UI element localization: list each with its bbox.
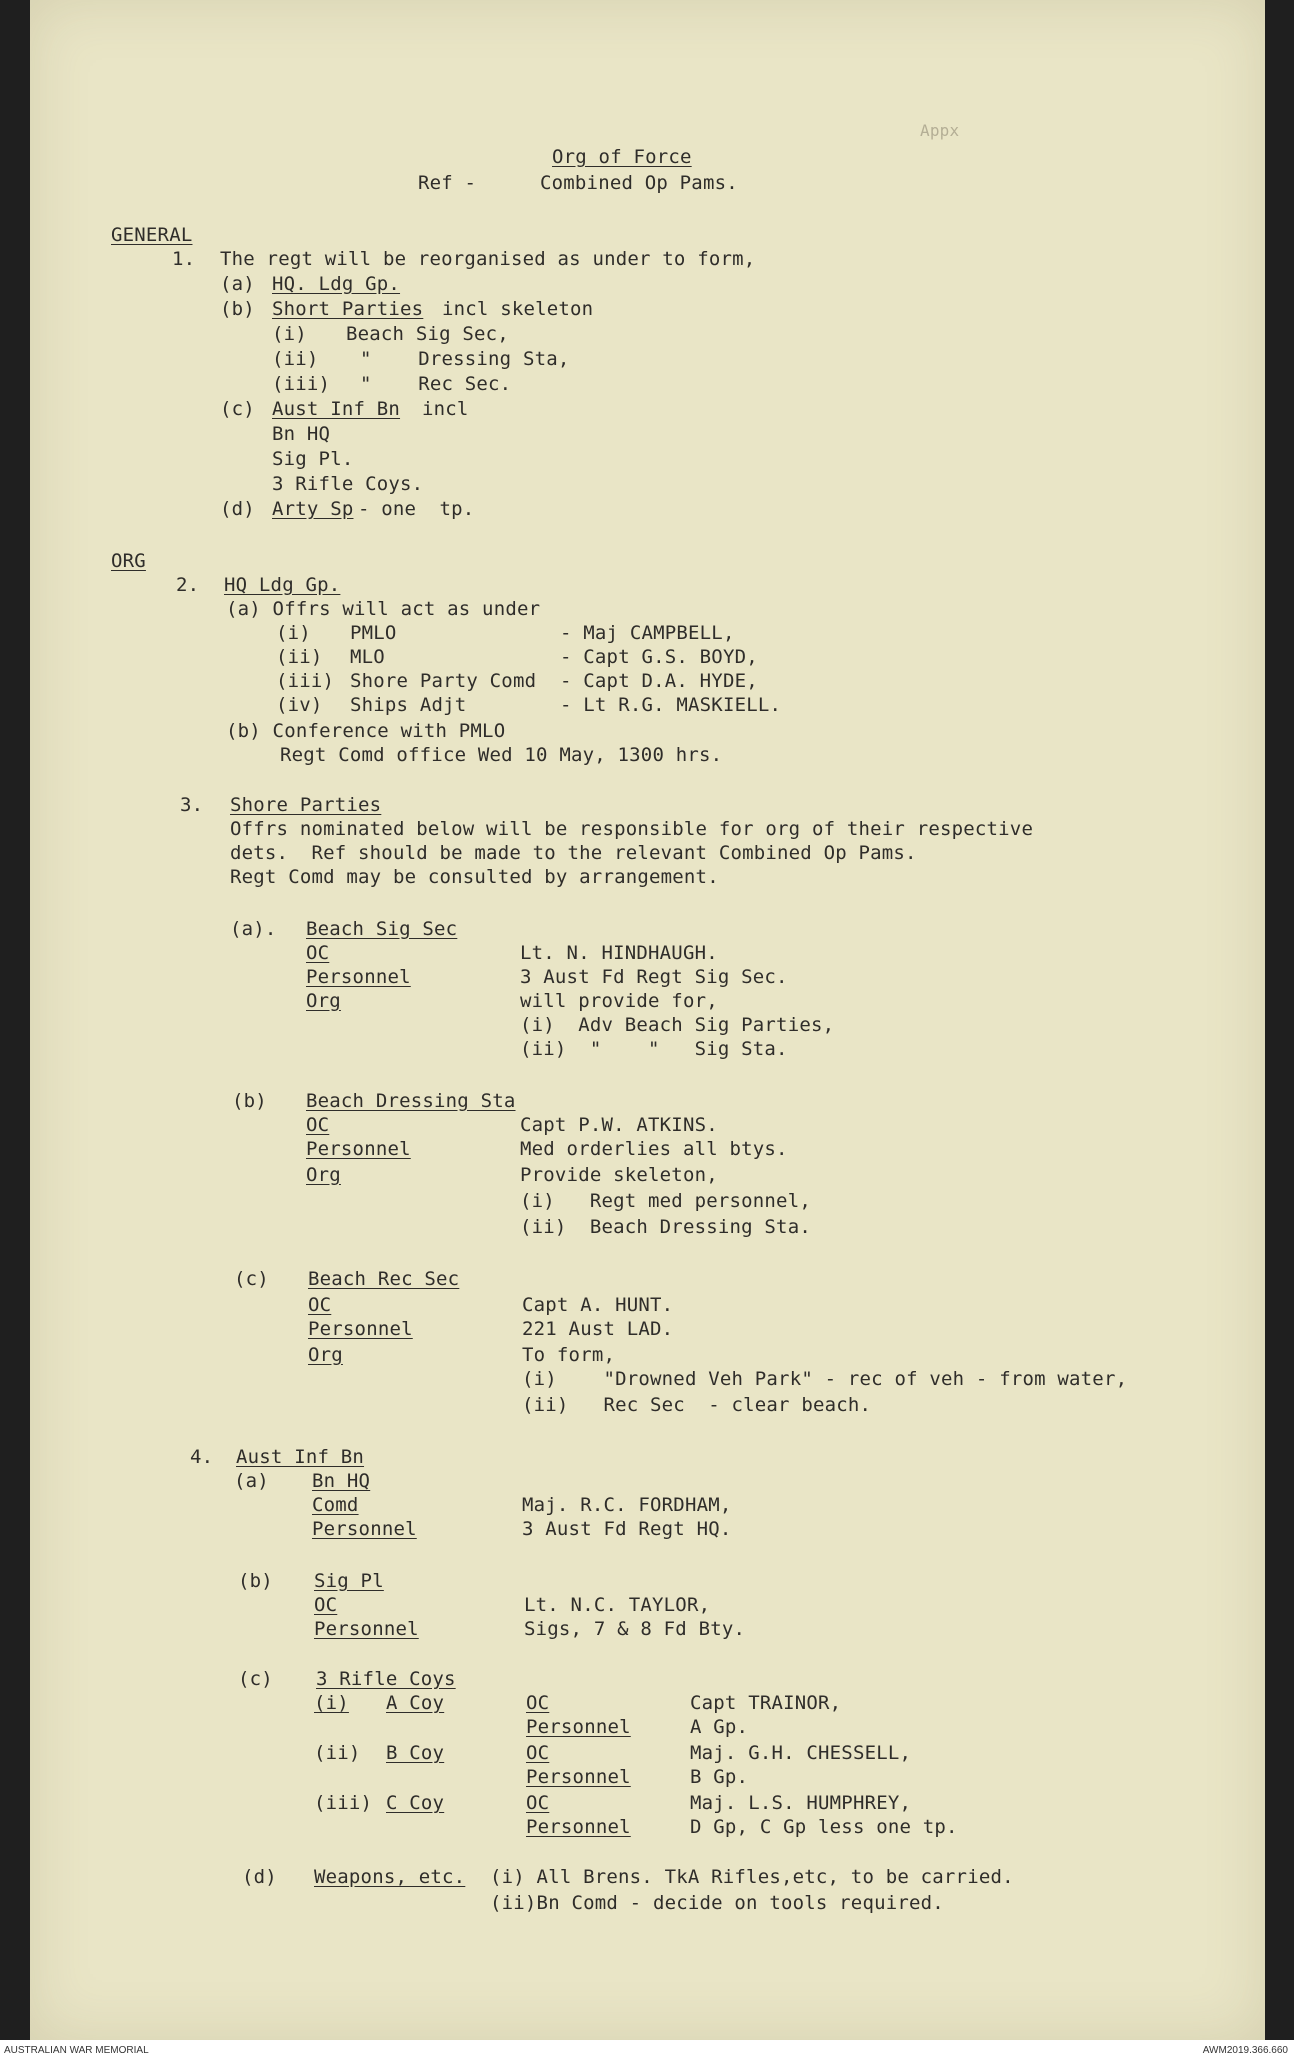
subitem-text: (ii) Beach Dressing Sta. [520, 1216, 811, 1238]
subitem-text: (i) Regt med personnel, [520, 1190, 811, 1212]
officer-name: - Capt G.S. BOYD, [560, 646, 758, 668]
footer-right: AWM2019.366.660 [1202, 2045, 1288, 2056]
coy-name: C Coy [386, 1792, 445, 1814]
item-title: Beach Sig Sec [306, 918, 458, 940]
subitem-text: (ii) Rec Sec - clear beach. [522, 1394, 872, 1416]
field-value: Capt P.W. ATKINS. [520, 1114, 718, 1136]
officer-role: Ships Adjt [350, 694, 467, 716]
item-label: (c) [220, 398, 255, 420]
item-text: incl skeleton [442, 298, 594, 320]
subitem-text: Beach Sig Sec, [346, 323, 509, 345]
field-value: 3 Aust Fd Regt HQ. [522, 1518, 732, 1540]
field-key: Personnel [308, 1318, 413, 1340]
field-value: Med orderlies all btys. [520, 1138, 788, 1160]
field-value: will provide for, [520, 990, 718, 1012]
item-label: (a) [234, 1470, 269, 1492]
item-label: (b) [232, 1090, 267, 1112]
para-title: Shore Parties [230, 794, 382, 816]
field-value: Maj. L.S. HUMPHREY, [690, 1792, 912, 1814]
item-text: incl [422, 398, 469, 420]
field-value: Sigs, 7 & 8 Fd Bty. [524, 1618, 746, 1640]
subitem-label: (ii) [276, 646, 323, 668]
item-text: (a) Offrs will act as under [226, 598, 541, 620]
para-title: HQ Ldg Gp. [224, 574, 341, 596]
item-label: (a). [230, 918, 277, 940]
item-title: Beach Rec Sec [308, 1268, 460, 1290]
document-title: Org of Force [552, 146, 692, 168]
field-value: A Gp. [690, 1716, 749, 1738]
para-text: Regt Comd may be consulted by arrangement. [230, 866, 719, 888]
field-key: OC [526, 1792, 550, 1814]
field-value: Capt TRAINOR, [690, 1692, 842, 1714]
coy-number: (i) [314, 1692, 349, 1714]
officer-name: - Lt R.G. MASKIELL. [560, 694, 782, 716]
field-value: 221 Aust LAD. [522, 1318, 674, 1340]
para-number: 4. [190, 1446, 214, 1468]
footer-left: AUSTRALIAN WAR MEMORIAL [4, 2045, 149, 2056]
archive-footer [0, 2040, 1294, 2061]
ref-value: Combined Op Pams. [540, 172, 738, 194]
field-value: D Gp, C Gp less one tp. [690, 1816, 958, 1838]
field-value: To form, [522, 1344, 616, 1366]
coy-number: (ii) [314, 1742, 361, 1764]
subitem-text: (i) Adv Beach Sig Parties, [520, 1014, 835, 1036]
field-key: Personnel [306, 1138, 411, 1160]
officer-role: PMLO [350, 622, 397, 644]
field-key: Personnel [526, 1816, 631, 1838]
item-text: (b) Conference with PMLO [226, 720, 506, 742]
subitem-label: (i) [276, 622, 311, 644]
field-key: Personnel [314, 1618, 419, 1640]
item-text: Regt Comd office Wed 10 May, 1300 hrs. [280, 744, 723, 766]
officer-name: - Capt D.A. HYDE, [560, 670, 758, 692]
item-text: Aust Inf Bn [272, 398, 401, 420]
document-page [30, 0, 1265, 2040]
item-text: Short Parties [272, 298, 424, 320]
para-number: 2. [176, 574, 200, 596]
field-key: Personnel [526, 1766, 631, 1788]
field-value: B Gp. [690, 1766, 749, 1788]
item-label: (d) [242, 1866, 277, 1888]
item-label: (d) [220, 498, 255, 520]
para-title: Aust Inf Bn [236, 1446, 365, 1468]
field-key: Org [306, 1164, 341, 1186]
officer-role: Shore Party Comd [350, 670, 537, 692]
field-key: Personnel [312, 1518, 417, 1540]
field-key: OC [526, 1692, 550, 1714]
field-value: Maj. G.H. CHESSELL, [690, 1742, 912, 1764]
subitem-text: Sig Pl. [272, 448, 354, 470]
item-title: Weapons, etc. [314, 1866, 466, 1888]
field-key: Org [308, 1344, 343, 1366]
item-label: (a) [220, 273, 255, 295]
subitem-text: Bn HQ [272, 423, 331, 445]
item-label: (b) [220, 298, 255, 320]
subitem-text: (i) All Brens. TkA Rifles,etc, to be carried. [490, 1866, 1014, 1888]
field-key: Personnel [306, 966, 411, 988]
para-number: 1. [172, 248, 196, 270]
subitem-text: 3 Rifle Coys. [272, 473, 424, 495]
corner-mark: Appx [920, 121, 960, 140]
field-value: 3 Aust Fd Regt Sig Sec. [520, 966, 788, 988]
field-key: OC [306, 1114, 330, 1136]
officer-name: - Maj CAMPBELL, [560, 622, 735, 644]
item-title: Sig Pl [314, 1570, 384, 1592]
subitem-label: (iv) [276, 694, 323, 716]
field-value: Lt. N. HINDHAUGH. [520, 942, 718, 964]
coy-name: B Coy [386, 1742, 445, 1764]
item-text: HQ. Ldg Gp. [272, 273, 401, 295]
subitem-label: (ii) [272, 348, 319, 370]
subitem-label: (iii) [276, 670, 335, 692]
para-number: 3. [180, 794, 204, 816]
para-text: dets. Ref should be made to the relevant Combined Op Pams. [230, 842, 917, 864]
field-key: OC [526, 1742, 550, 1764]
subitem-text: (ii) " " Sig Sta. [520, 1038, 788, 1060]
item-label: (c) [238, 1668, 273, 1690]
coy-number: (iii) [314, 1792, 373, 1814]
para-text: The regt will be reorganised as under to form, [220, 248, 756, 270]
subitem-label: (iii) [272, 373, 331, 395]
subitem-text: " Dressing Sta, [360, 348, 570, 370]
subitem-label: (i) [272, 323, 307, 345]
item-text: Arty Sp [272, 498, 354, 520]
field-key: OC [308, 1294, 332, 1316]
field-value: Lt. N.C. TAYLOR, [524, 1594, 711, 1616]
field-value: Maj. R.C. FORDHAM, [522, 1494, 732, 1516]
item-title: 3 Rifle Coys [316, 1668, 456, 1690]
subitem-text: (i) "Drowned Veh Park" - rec of veh - from water, [522, 1368, 1128, 1390]
field-key: Org [306, 990, 341, 1012]
section-heading-org: ORG [111, 550, 146, 572]
item-text: - one tp. [358, 498, 475, 520]
field-key: OC [314, 1594, 338, 1616]
item-title: Bn HQ [312, 1470, 371, 1492]
subitem-text: " Rec Sec. [360, 373, 512, 395]
field-key: OC [306, 942, 330, 964]
field-value: Provide skeleton, [520, 1164, 718, 1186]
item-label: (b) [238, 1570, 273, 1592]
field-key: Personnel [526, 1716, 631, 1738]
item-label: (c) [234, 1268, 269, 1290]
section-heading-general: GENERAL [111, 224, 193, 246]
subitem-text: (ii)Bn Comd - decide on tools required. [490, 1892, 944, 1914]
para-text: Offrs nominated below will be responsible for org of their respective [230, 818, 1034, 840]
ref-label: Ref - [418, 172, 477, 194]
field-value: Capt A. HUNT. [522, 1294, 674, 1316]
officer-role: MLO [350, 646, 385, 668]
field-key: Comd [312, 1494, 359, 1516]
item-title: Beach Dressing Sta [306, 1090, 516, 1112]
coy-name: A Coy [386, 1692, 445, 1714]
